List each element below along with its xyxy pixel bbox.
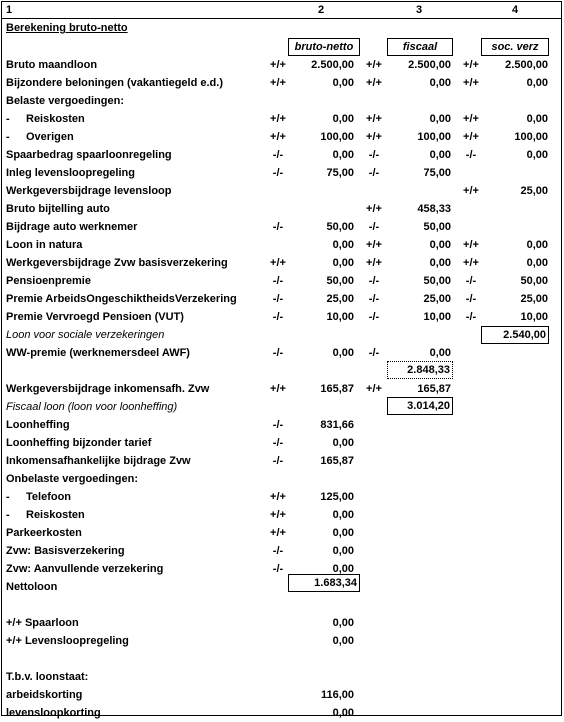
table-row	[0, 434, 564, 452]
sign-col4: +/+	[463, 59, 479, 71]
value-col2: 0,00	[332, 113, 354, 125]
sign-col4: +/+	[463, 185, 479, 197]
sign-col3: -/-	[368, 347, 380, 359]
sign-col4: +/+	[463, 131, 479, 143]
sign-col4: -/-	[465, 293, 477, 305]
value-col3: 0,00	[429, 113, 451, 125]
row-label-text: Parkeerkosten	[6, 527, 82, 539]
column-header-4: 4	[512, 4, 519, 16]
table-row	[0, 686, 564, 704]
col-header-fiscaal: fiscaal	[387, 38, 453, 56]
value-col2: 10,00	[326, 311, 354, 323]
row-label-text: levensloopkorting	[6, 707, 101, 719]
col-header-soc-verz: soc. verz	[481, 38, 549, 56]
sign-col2: +/+	[270, 509, 286, 521]
sign-col2: +/+	[270, 113, 286, 125]
row-label	[6, 560, 163, 578]
sign-col2: +/+	[270, 59, 286, 71]
value-col3: 75,00	[423, 167, 451, 179]
row-label	[6, 578, 57, 596]
sheet-title: Berekening bruto-netto	[6, 22, 128, 34]
row-label-text: +/+ Spaarloon	[6, 617, 79, 629]
row-label-text: Pensioenpremie	[6, 275, 91, 287]
row-label	[6, 290, 237, 308]
sign-col2: -/-	[272, 347, 284, 359]
table-row	[0, 290, 564, 308]
sign-col3: +/+	[366, 239, 382, 251]
row-label	[6, 704, 101, 722]
row-bullet: -	[6, 131, 10, 143]
row-label-text: T.b.v. loonstaat:	[6, 671, 89, 683]
row-label-text: Bijzondere beloningen (vakantiegeld e.d.)	[6, 77, 223, 89]
row-label-text: Bijdrage auto werknemer	[6, 221, 138, 233]
sign-col4: -/-	[465, 275, 477, 287]
sign-col4: +/+	[463, 113, 479, 125]
row-label-text: Telefoon	[26, 491, 72, 503]
row-label	[6, 506, 85, 524]
value-col2: 0,00	[332, 563, 354, 575]
value-col3: 2.500,00	[408, 59, 451, 71]
row-label-text: Loonheffing bijzonder tarief	[6, 437, 152, 449]
sign-col2: -/-	[272, 455, 284, 467]
value-col2: 831,66	[320, 419, 354, 431]
value-col2: 2.500,00	[311, 59, 354, 71]
fiscaal-subtotal-value: 2.848,33	[407, 364, 450, 376]
table-row	[0, 128, 564, 146]
row-bullet: -	[6, 509, 10, 521]
sign-col2: -/-	[272, 275, 284, 287]
value-col2: 165,87	[320, 383, 354, 395]
sign-col2: -/-	[272, 419, 284, 431]
value-col2: 0,00	[332, 545, 354, 557]
sign-col2: +/+	[270, 257, 286, 269]
table-row	[0, 596, 564, 614]
value-col3: 0,00	[429, 239, 451, 251]
table-row	[0, 524, 564, 542]
table-row	[0, 488, 564, 506]
row-label	[6, 542, 125, 560]
row-label	[6, 110, 85, 128]
row-label	[6, 272, 91, 290]
row-label	[6, 686, 82, 704]
value-col2: 165,87	[320, 455, 354, 467]
value-col3: 458,33	[417, 203, 451, 215]
sign-col3: -/-	[368, 275, 380, 287]
table-row	[0, 452, 564, 470]
table-row	[0, 92, 564, 110]
value-col4: 10,00	[520, 311, 548, 323]
value-col3: 25,00	[423, 293, 451, 305]
row-label	[6, 164, 135, 182]
row-label	[6, 614, 79, 632]
table-row	[0, 344, 564, 362]
sign-col2: +/+	[270, 383, 286, 395]
table-row	[0, 578, 564, 596]
value-col2: 75,00	[326, 167, 354, 179]
value-col4: 25,00	[520, 185, 548, 197]
sign-col3: -/-	[368, 167, 380, 179]
sign-col2: -/-	[272, 221, 284, 233]
row-label-text: Onbelaste vergoedingen:	[6, 473, 139, 485]
sign-col3: -/-	[368, 221, 380, 233]
row-label-text: Bruto maandloon	[6, 59, 98, 71]
row-label	[6, 380, 209, 398]
table-row	[0, 164, 564, 182]
row-label-text: Inleg levensloopregeling	[6, 167, 135, 179]
column-header-2: 2	[318, 4, 325, 16]
row-label	[6, 56, 97, 74]
column-header-1: 1	[6, 4, 13, 16]
table-row	[0, 308, 564, 326]
sign-col4: -/-	[465, 149, 477, 161]
row-label-text: Reiskosten	[26, 113, 85, 125]
row-label-text: +/+ Levensloopregeling	[6, 635, 129, 647]
row-label	[6, 524, 82, 542]
sign-col2: -/-	[272, 167, 284, 179]
value-col2: 125,00	[320, 491, 354, 503]
sign-col3: -/-	[368, 293, 380, 305]
table-row	[0, 254, 564, 272]
table-row	[0, 182, 564, 200]
value-col3: 10,00	[423, 311, 451, 323]
table-row	[0, 416, 564, 434]
sign-col3: +/+	[366, 77, 382, 89]
row-label	[6, 668, 88, 686]
row-label-text: Belaste vergoedingen:	[6, 95, 124, 107]
table-row	[0, 614, 564, 632]
row-label-text: Reiskosten	[26, 509, 85, 521]
row-label	[6, 92, 124, 110]
sign-col3: +/+	[366, 203, 382, 215]
sign-col4: +/+	[463, 77, 479, 89]
row-label	[6, 218, 137, 236]
table-row	[0, 326, 564, 344]
sign-col4: -/-	[465, 311, 477, 323]
row-label-text: Zvw: Basisverzekering	[6, 545, 125, 557]
row-label	[6, 398, 177, 416]
sign-col2: -/-	[272, 293, 284, 305]
row-label-text: arbeidskorting	[6, 689, 83, 701]
row-label	[6, 146, 172, 164]
value-col3: 0,00	[429, 257, 451, 269]
row-label-text: Bruto bijtelling auto	[6, 203, 110, 215]
column-header-3: 3	[416, 4, 423, 16]
row-label	[6, 452, 191, 470]
value-col2: 0,00	[332, 77, 354, 89]
row-label	[6, 416, 70, 434]
row-bullet: -	[6, 491, 10, 503]
row-label-text: Inkomensafhankelijke bijdrage Zvw	[6, 455, 191, 467]
table-row	[0, 236, 564, 254]
value-col4: 0,00	[526, 239, 548, 251]
value-col2: 0,00	[332, 149, 354, 161]
value-col2: 0,00	[332, 707, 354, 719]
row-label-text: Werkgeversbijdrage levensloop	[6, 185, 172, 197]
soc-verz-loon-value: 2.540,00	[503, 329, 546, 341]
row-label-text: Premie ArbeidsOngeschiktheidsVerzekering	[6, 293, 237, 305]
row-label	[6, 128, 74, 146]
sign-col2: -/-	[272, 563, 284, 575]
table-row	[0, 272, 564, 290]
table-row	[0, 362, 564, 380]
sign-col3: +/+	[366, 59, 382, 71]
row-label	[6, 326, 164, 344]
col-header-bruto-netto: bruto-netto	[288, 38, 360, 56]
sign-col2: -/-	[272, 311, 284, 323]
sign-col2: -/-	[272, 545, 284, 557]
table-row	[0, 200, 564, 218]
sign-col2: +/+	[270, 77, 286, 89]
table-row	[0, 650, 564, 668]
value-col2: 0,00	[332, 257, 354, 269]
row-label	[6, 470, 138, 488]
sign-col4: +/+	[463, 239, 479, 251]
table-row	[0, 74, 564, 92]
sign-col4: +/+	[463, 257, 479, 269]
row-label-text: Loon in natura	[6, 239, 83, 251]
sign-col3: +/+	[366, 131, 382, 143]
value-col3: 0,00	[429, 77, 451, 89]
value-col2: 0,00	[332, 617, 354, 629]
sign-col3: +/+	[366, 383, 382, 395]
row-label-text: Overigen	[26, 131, 74, 143]
sign-col2: +/+	[270, 527, 286, 539]
row-label-text: Spaarbedrag spaarloonregeling	[6, 149, 172, 161]
table-row	[0, 632, 564, 650]
sign-col3: -/-	[368, 311, 380, 323]
value-col4: 0,00	[526, 77, 548, 89]
row-label-text: Fiscaal loon (loon voor loonheffing)	[6, 401, 178, 413]
value-col3: 165,87	[417, 383, 451, 395]
table-row	[0, 398, 564, 416]
value-col3: 50,00	[423, 221, 451, 233]
sign-col2: +/+	[270, 491, 286, 503]
value-col2: 0,00	[332, 635, 354, 647]
value-col2: 25,00	[326, 293, 354, 305]
row-label-text: Loonheffing	[6, 419, 70, 431]
table-row	[0, 560, 564, 578]
sign-col3: -/-	[368, 149, 380, 161]
value-col3: 0,00	[429, 149, 451, 161]
table-row	[0, 56, 564, 74]
value-col2: 50,00	[326, 275, 354, 287]
table-row	[0, 218, 564, 236]
table-row	[0, 110, 564, 128]
row-label	[6, 434, 151, 452]
fiscaal-loon-value: 3.014,20	[407, 400, 450, 412]
sign-col2: -/-	[272, 149, 284, 161]
value-col3: 50,00	[423, 275, 451, 287]
row-label	[6, 632, 129, 650]
value-col2: 50,00	[326, 221, 354, 233]
row-bullet: -	[6, 113, 10, 125]
value-col3: 100,00	[417, 131, 451, 143]
row-label	[6, 236, 82, 254]
table-row	[0, 506, 564, 524]
row-label	[6, 200, 110, 218]
row-label-text: WW-premie (werknemersdeel AWF)	[6, 347, 190, 359]
nettoloon-value: 1.683,34	[314, 577, 357, 589]
table-row	[0, 380, 564, 398]
value-col4: 0,00	[526, 257, 548, 269]
value-col3: 0,00	[429, 347, 451, 359]
sign-col2: -/-	[272, 437, 284, 449]
row-label	[6, 182, 171, 200]
value-col4: 100,00	[514, 131, 548, 143]
row-label-text: Loon voor sociale verzekeringen	[6, 329, 165, 341]
table-row	[0, 146, 564, 164]
value-col4: 0,00	[526, 113, 548, 125]
row-label	[6, 254, 228, 272]
row-label	[6, 308, 184, 326]
table-row	[0, 470, 564, 488]
header-divider	[1, 18, 562, 19]
value-col2: 116,00	[320, 689, 354, 701]
row-label-text: Werkgeversbijdrage Zvw basisverzekering	[6, 257, 228, 269]
table-row	[0, 542, 564, 560]
value-col2: 0,00	[332, 239, 354, 251]
value-col2: 100,00	[320, 131, 354, 143]
row-label	[6, 74, 223, 92]
row-label-text: Premie Vervroegd Pensioen (VUT)	[6, 311, 184, 323]
row-label-text: Werkgeversbijdrage inkomensafh. Zvw	[6, 383, 210, 395]
table-row	[0, 668, 564, 686]
sign-col3: +/+	[366, 113, 382, 125]
row-label	[6, 344, 190, 362]
value-col4: 50,00	[520, 275, 548, 287]
row-label	[6, 488, 71, 506]
row-label-text: Nettoloon	[6, 581, 58, 593]
row-label-text: Zvw: Aanvullende verzekering	[6, 563, 164, 575]
sign-col2: +/+	[270, 131, 286, 143]
value-col4: 0,00	[526, 149, 548, 161]
value-col2: 0,00	[332, 527, 354, 539]
value-col2: 0,00	[332, 347, 354, 359]
sign-col3: +/+	[366, 257, 382, 269]
value-col4: 2.500,00	[505, 59, 548, 71]
value-col4: 25,00	[520, 293, 548, 305]
value-col2: 0,00	[332, 509, 354, 521]
table-row	[0, 704, 564, 722]
value-col2: 0,00	[332, 437, 354, 449]
